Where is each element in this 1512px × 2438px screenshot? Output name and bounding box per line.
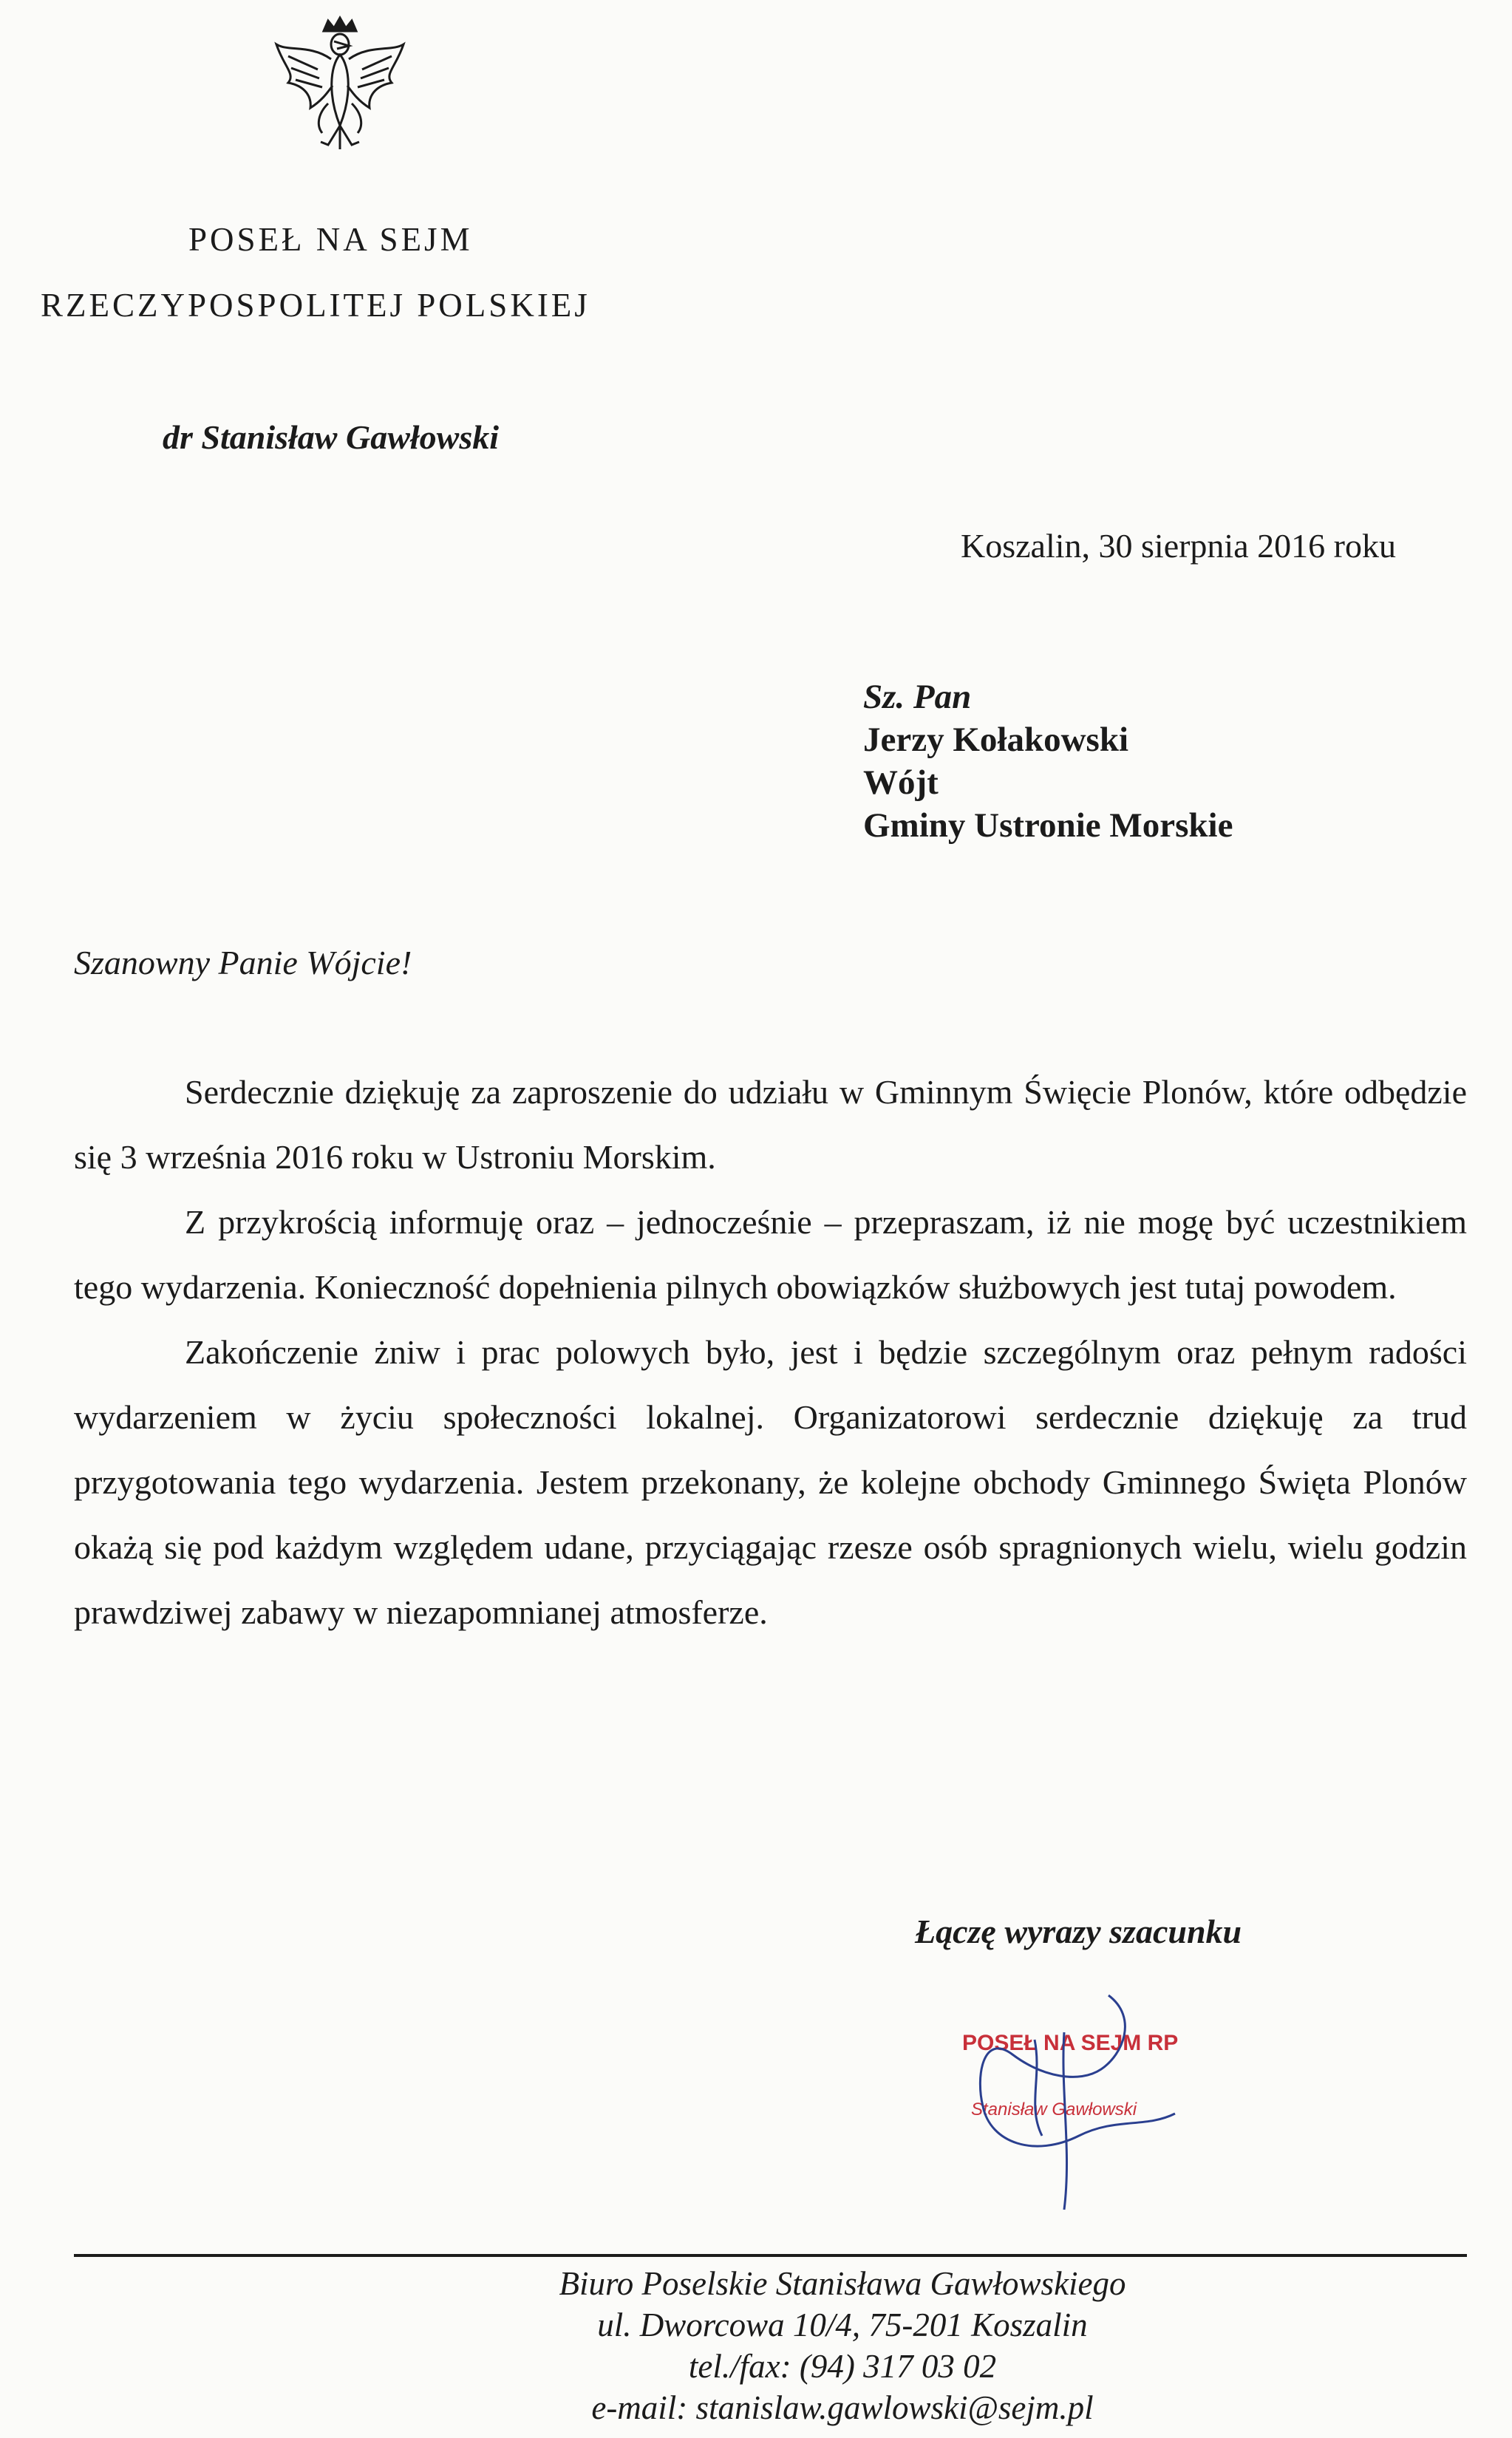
recipient-office: Gminy Ustronie Morskie [863,806,1233,845]
footer-contact [414,2263,1271,2428]
recipient-block [863,675,1233,847]
author-name: dr Stanisław Gawłowski [163,418,500,456]
header-title-line2: RZECZYPOSPOLITEJ POLSKIEJ [41,287,590,324]
salutation: Szanowny Panie Wójcie! [74,944,412,981]
body-paragraph-1: Serdecznie dziękuję za zaproszenie do udziału w Gminnym Święcie Plonów, które odbędzie się 3 września 2016 roku w Ustroniu Morskim. [74,1073,1467,1176]
recipient-name: Jerzy Kołakowski [863,721,1129,759]
closing-phrase: Łączę wyrazy szacunku [915,1913,1242,1950]
polish-eagle-emblem [266,15,414,163]
recipient-title: Wójt [863,763,939,802]
stamp-line2: Stanisław Gawłowski [971,2100,1137,2119]
place-and-date: Koszalin, 30 sierpnia 2016 roku [961,527,1396,565]
footer-email: e-mail: stanislaw.gawlowski@sejm.pl [591,2389,1094,2426]
footer-divider [74,2254,1467,2257]
header-title-line1: POSEŁ NA SEJM [188,221,473,258]
footer-address: ul. Dworcowa 10/4, 75-201 Koszalin [597,2306,1088,2343]
body-paragraph-2: Z przykrością informuję oraz – jednocześnie – przepraszam, iż nie mogę być uczestnikiem tego wydarzenia. Konieczność dopełnienia pilnych obowiązków służbowych jest tutaj powodem. [74,1203,1467,1306]
recipient-honorific: Sz. Pan [863,678,972,716]
footer-phone: tel./fax: (94) 317 03 02 [688,2348,997,2385]
signature-and-stamp [953,1988,1197,2232]
stamp-line1: POSEŁ NA SEJM RP [962,2031,1179,2055]
footer-office: Biuro Poselskie Stanisława Gawłowskiego [559,2265,1126,2302]
letter-body [74,1060,1467,1645]
body-paragraph-3: Zakończenie żniw i prac polowych było, jest i będzie szczególnym oraz pełnym radości wydarzeniem w życiu społeczności lokalnej. Organizatorowi serdecznie dziękuję za trud przygotowania tego wydarzenia. Jestem przekonany, że kolejne obchody Gminnego Święta Plonów okażą się pod każdym względem udane, przyciągając rzesze osób spragnionych wielu, wielu godzin prawdziwej zabawy w niezapomnianej atmosferze. [74,1333,1467,1631]
